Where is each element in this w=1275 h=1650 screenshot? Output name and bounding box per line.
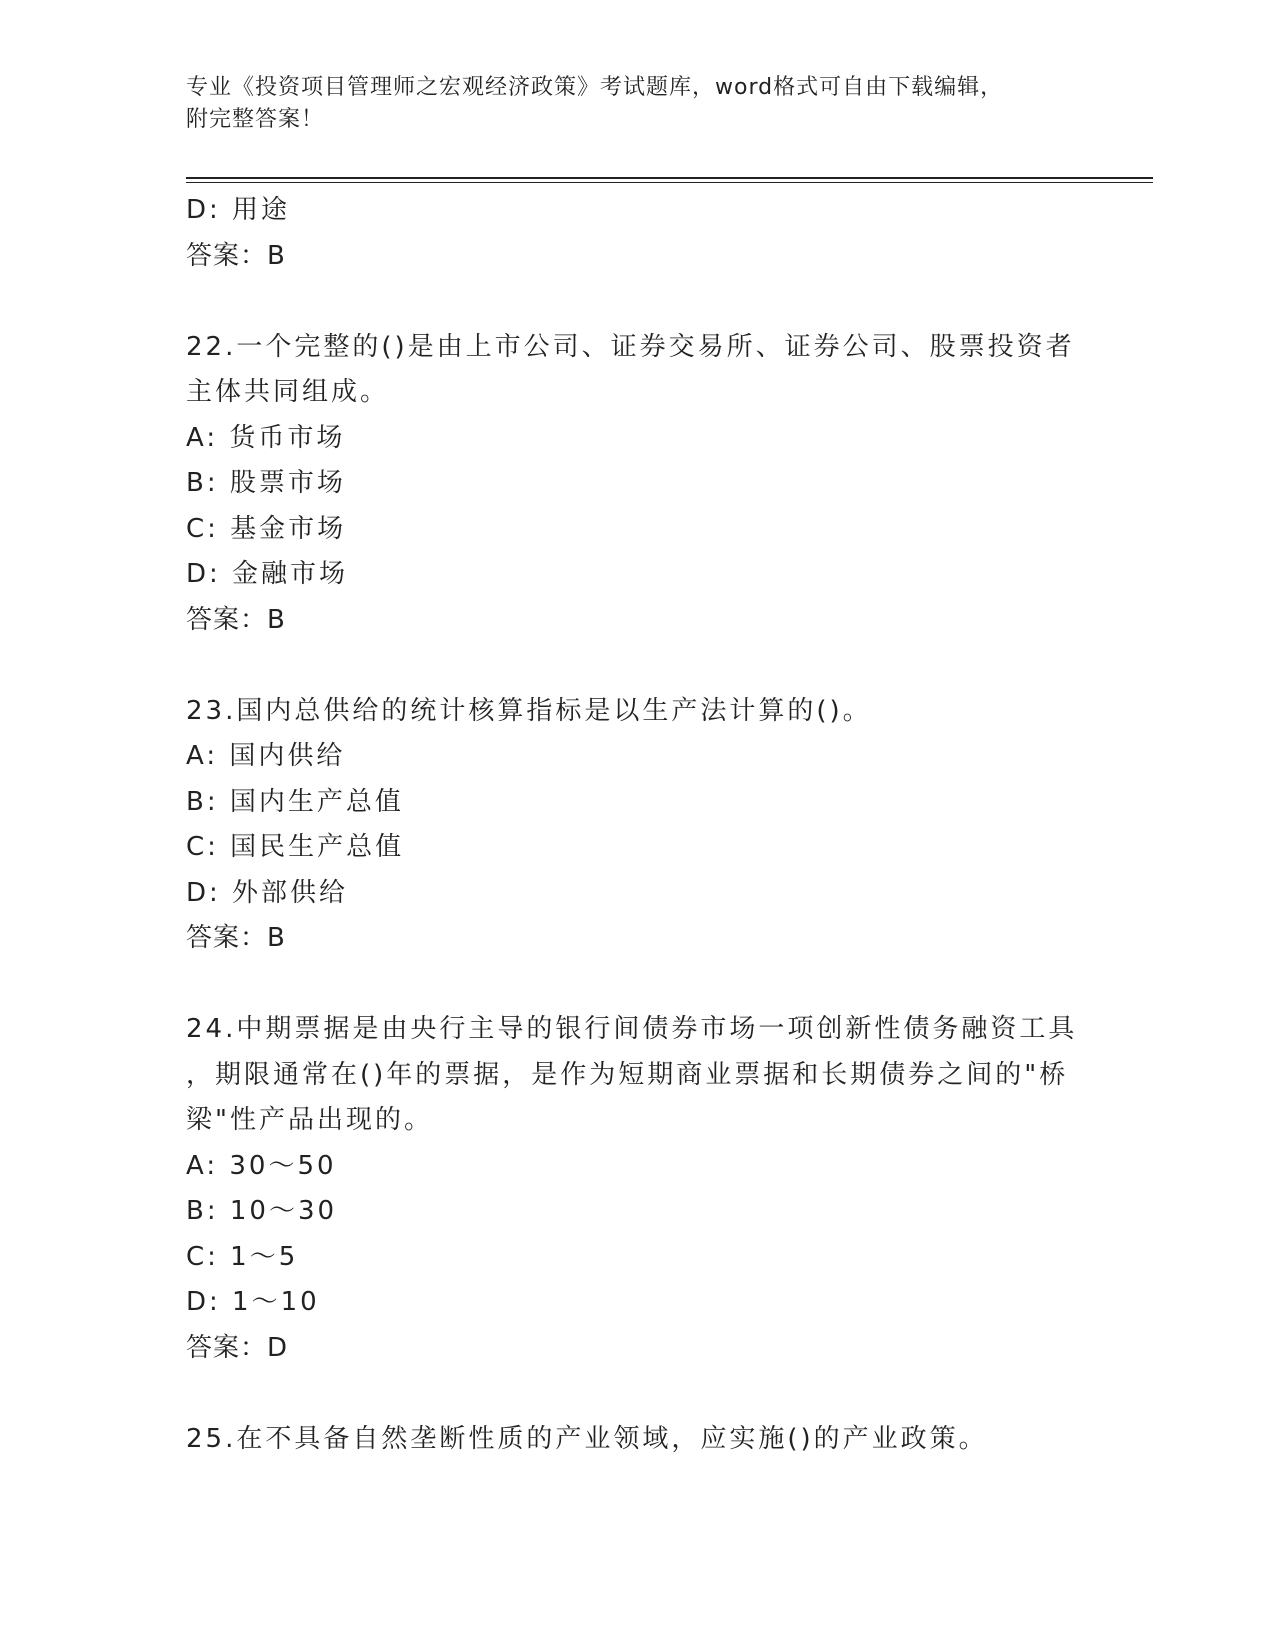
question-22-option-d: D: 金融市场: [186, 559, 349, 589]
question-22-option-c: C: 基金市场: [186, 513, 347, 544]
question-24-line-2: ，期限通常在()年的票据，是作为短期商业票据和长期债券之间的"桥: [186, 1059, 1069, 1090]
question-23-option-b: B: 国内生产总值: [186, 786, 404, 817]
option-d: D: 用途: [186, 195, 291, 225]
question-23-option-d: D: 外部供给: [186, 877, 349, 908]
question-22-option-b: B: 股票市场: [186, 468, 346, 498]
header-rule-thick: [186, 177, 1153, 179]
question-24-option-c: C: 1～5: [186, 1241, 299, 1272]
question-23-option-a: A: 国内供给: [186, 741, 346, 771]
question-24-line-3: 梁"性产品出现的。: [186, 1105, 433, 1135]
header-line-1: 专业《投资项目管理师之宏观经济政策》考试题库，word格式可自由下载编辑，: [186, 75, 1004, 100]
question-24-option-d: D: 1～10: [186, 1287, 320, 1317]
question-23-option-c: C: 国民生产总值: [186, 832, 405, 862]
question-24-option-b: B: 10～30: [186, 1196, 338, 1226]
question-24-line-1: 24.中期票据是由央行主导的银行间债券市场一项创新性债务融资工具: [186, 1014, 1078, 1044]
question-25-line-1: 25.在不具备自然垄断性质的产业领域，应实施()的产业政策。: [186, 1423, 988, 1454]
question-24-option-a: A: 30～50: [186, 1150, 337, 1181]
document-header: [186, 72, 1086, 136]
document-body: [186, 188, 1086, 1462]
question-23-line-1: 23.国内总供给的统计核算指标是以生产法计算的()。: [186, 695, 872, 726]
question-24-answer: 答案：D: [186, 1332, 289, 1363]
question-23-answer: 答案：B: [186, 923, 286, 953]
question-22-line-2: 主体共同组成。: [186, 377, 390, 407]
question-22-line-1: 22.一个完整的()是由上市公司、证券交易所、证券公司、股票投资者: [186, 331, 1075, 362]
answer: 答案：B: [186, 240, 286, 271]
header-rule-thin: [186, 182, 1153, 183]
question-22-option-a: A: 货币市场: [186, 422, 346, 453]
question-22-answer: 答案：B: [186, 604, 286, 635]
header-line-2: 附完整答案！: [186, 107, 325, 132]
